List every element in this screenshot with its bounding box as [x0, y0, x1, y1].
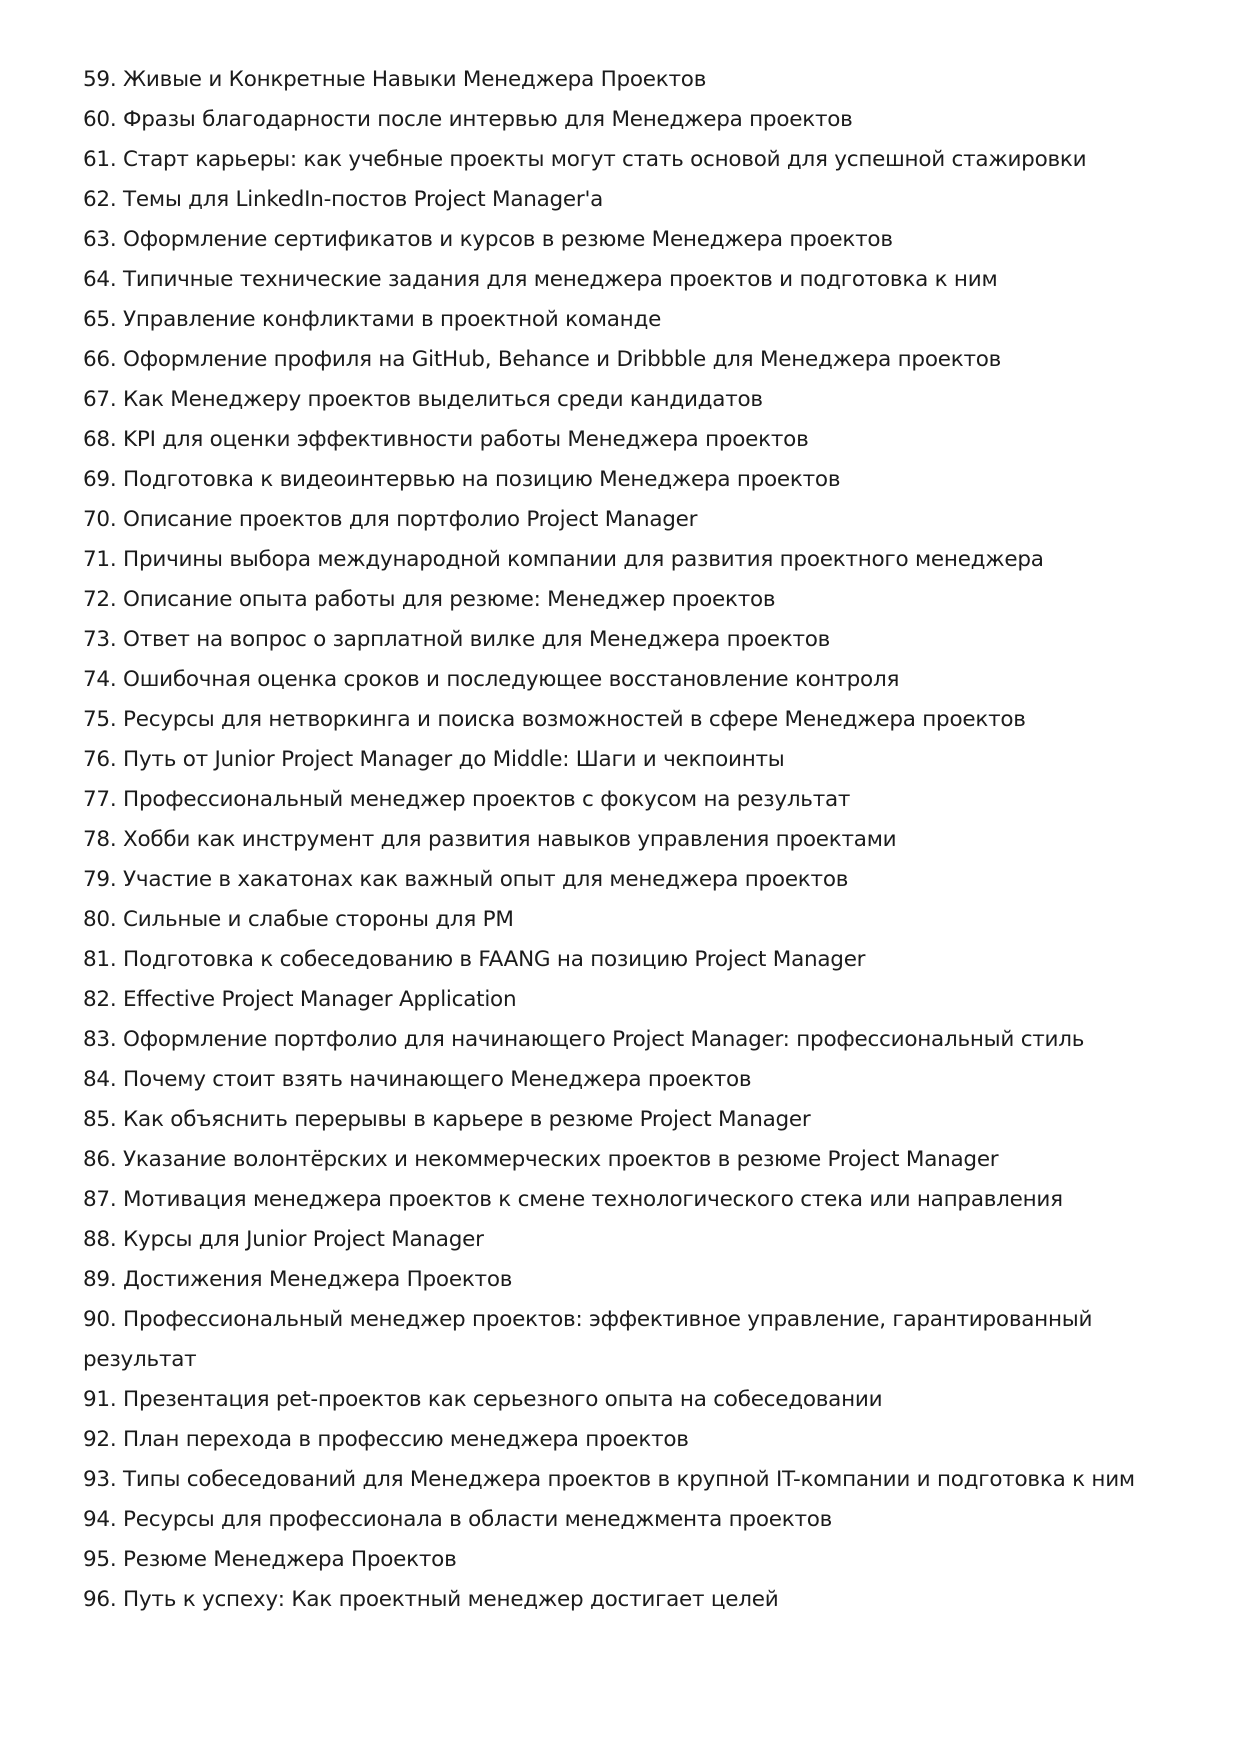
list-item: 77. Профессиональный менеджер проектов с фокусом на результат: [83, 787, 851, 812]
list-item: 83. Оформление портфолио для начинающего Project Manager: профессиональный стиль: [83, 1027, 1085, 1052]
list-item: 70. Описание проектов для портфолио Project Manager: [83, 507, 698, 532]
list-item: 62. Темы для LinkedIn-постов Project Manager'a: [83, 187, 604, 212]
list-item: 92. План перехода в профессию менеджера проектов: [83, 1427, 689, 1452]
list-item: 67. Как Менеджеру проектов выделиться среди кандидатов: [83, 387, 763, 412]
list-item: 96. Путь к успеху: Как проектный менеджер достигает целей: [83, 1587, 779, 1612]
list-item: 87. Мотивация менеджера проектов к смене технологического стека или направления: [83, 1187, 1063, 1212]
list-item: 88. Курсы для Junior Project Manager: [83, 1227, 484, 1252]
list-item: 94. Ресурсы для профессионала в области менеджмента проектов: [83, 1507, 833, 1532]
list-item: 79. Участие в хакатонах как важный опыт для менеджера проектов: [83, 867, 849, 892]
list-item: 75. Ресурсы для нетворкинга и поиска возможностей в сфере Менеджера проектов: [83, 707, 1026, 732]
list-item: 93. Типы собеседований для Менеджера проектов в крупной IT-компании и подготовка к ним: [83, 1467, 1135, 1492]
list-item: 71. Причины выбора международной компании для развития проектного менеджера: [83, 547, 1044, 572]
list-item: 64. Типичные технические задания для менеджера проектов и подготовка к ним: [83, 267, 998, 292]
list-item: 69. Подготовка к видеоинтервью на позицию Менеджера проектов: [83, 467, 841, 492]
list-item: 90. Профессиональный менеджер проектов: эффективное управление, гарантированный результат: [83, 1307, 1093, 1372]
list-item: 91. Презентация pet-проектов как серьезного опыта на собеседовании: [83, 1387, 883, 1412]
list-item: 61. Старт карьеры: как учебные проекты могут стать основой для успешной стажировки: [83, 147, 1087, 172]
list-item: 60. Фразы благодарности после интервью для Менеджера проектов: [83, 107, 853, 132]
list-item: 78. Хобби как инструмент для развития навыков управления проектами: [83, 827, 897, 852]
list-item: 76. Путь от Junior Project Manager до Middle: Шаги и чекпоинты: [83, 747, 785, 772]
list-item: 72. Описание опыта работы для резюме: Менеджер проектов: [83, 587, 776, 612]
list-item: 66. Оформление профиля на GitHub, Behance и Dribbble для Менеджера проектов: [83, 347, 1002, 372]
topic-list: [83, 60, 1163, 1620]
list-item: 89. Достижения Менеджера Проектов: [83, 1267, 513, 1292]
list-item: 73. Ответ на вопрос о зарплатной вилке для Менеджера проектов: [83, 627, 831, 652]
list-item: 59. Живые и Конкретные Навыки Менеджера Проектов: [83, 67, 707, 92]
list-item: 82. Effective Project Manager Application: [83, 987, 517, 1012]
list-item: 81. Подготовка к собеседованию в FAANG на позицию Project Manager: [83, 947, 866, 972]
list-item: 65. Управление конфликтами в проектной команде: [83, 307, 662, 332]
list-item: 85. Как объяснить перерывы в карьере в резюме Project Manager: [83, 1107, 811, 1132]
list-item: 86. Указание волонтёрских и некоммерческих проектов в резюме Project Manager: [83, 1147, 999, 1172]
list-item: 63. Оформление сертификатов и курсов в резюме Менеджера проектов: [83, 227, 893, 252]
list-item: 95. Резюме Менеджера Проектов: [83, 1547, 457, 1572]
list-item: 74. Ошибочная оценка сроков и последующее восстановление контроля: [83, 667, 900, 692]
list-item: 80. Сильные и слабые стороны для PM: [83, 907, 514, 932]
list-item: 68. KPI для оценки эффективности работы Менеджера проектов: [83, 427, 809, 452]
list-item: 84. Почему стоит взять начинающего Менеджера проектов: [83, 1067, 752, 1092]
